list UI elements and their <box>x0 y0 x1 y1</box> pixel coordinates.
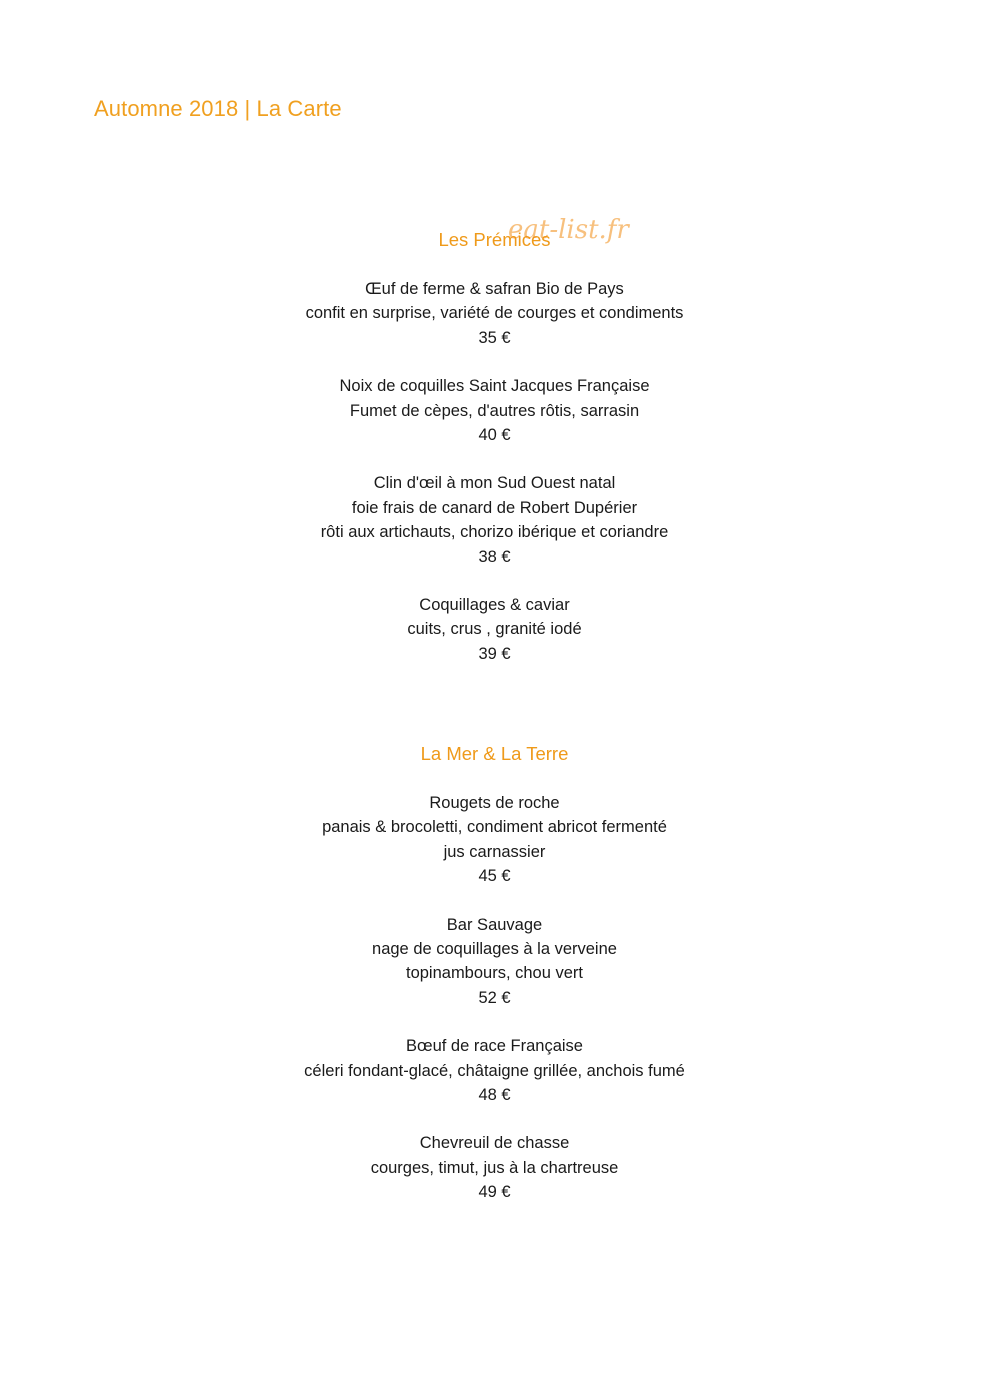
dish-price: 40 € <box>478 425 511 444</box>
dish-name: Coquillages & caviar <box>419 595 570 614</box>
dish-price: 49 € <box>478 1183 511 1202</box>
dish-detail: nage de coquillages à la verveine <box>372 939 617 958</box>
dish-detail: foie frais de canard de Robert Dupérier <box>351 498 638 517</box>
dish-detail: rôti aux artichauts, chorizo ibérique et coriandre <box>320 523 669 542</box>
dish-item <box>0 1034 989 1107</box>
dish-item <box>0 471 989 569</box>
dish-detail: panais & brocoletti, condiment abricot fermenté <box>322 818 667 837</box>
dish-detail: Fumet de cèpes, d'autres rôtis, sarrasin <box>349 401 640 420</box>
dish-price: 38 € <box>478 547 511 566</box>
page-title: Automne 2018 | La Carte <box>94 96 342 121</box>
dish-item <box>0 593 989 666</box>
dish-detail: courges, timut, jus à la chartreuse <box>370 1158 619 1177</box>
dish-name: Chevreuil de chasse <box>419 1134 570 1153</box>
dish-item <box>0 1131 989 1204</box>
dish-name: Œuf de ferme & safran Bio de Pays <box>365 280 624 298</box>
dish-detail: topinambours, chou vert <box>405 964 583 983</box>
dish-detail: céleri fondant-glacé, châtaigne grillée, anchois fumé <box>304 1061 685 1080</box>
dish-price: 52 € <box>478 988 511 1007</box>
section-heading-label: Les Prémices <box>438 229 551 250</box>
section-heading-mer-terre <box>0 741 989 767</box>
dish-detail: cuits, crus , granité iodé <box>407 620 582 639</box>
dish-price: 48 € <box>478 1085 511 1104</box>
dish-item <box>0 374 989 447</box>
watermark: eat-list.fr <box>508 215 629 245</box>
section-heading-label: La Mer & La Terre <box>420 743 569 764</box>
dish-price: 45 € <box>478 867 511 886</box>
dish-name: Rougets de roche <box>429 794 560 812</box>
dish-name: Noix de coquilles Saint Jacques Française <box>339 377 650 396</box>
section-heading-premices <box>0 215 989 253</box>
menu-section-premices <box>0 215 989 690</box>
dish-price: 35 € <box>478 328 511 347</box>
dish-name: Bœuf de race Française <box>406 1037 583 1056</box>
dish-item <box>0 277 989 350</box>
dish-price: 39 € <box>478 644 511 663</box>
dish-item <box>0 791 989 889</box>
dish-detail: confit en surprise, variété de courges et condiments <box>305 304 684 323</box>
dish-item <box>0 913 989 1011</box>
dish-name: Bar Sauvage <box>446 915 543 934</box>
dish-name: Clin d'œil à mon Sud Ouest natal <box>373 474 616 493</box>
dish-detail: jus carnassier <box>443 842 546 861</box>
menu-section-mer-terre <box>0 741 989 1228</box>
